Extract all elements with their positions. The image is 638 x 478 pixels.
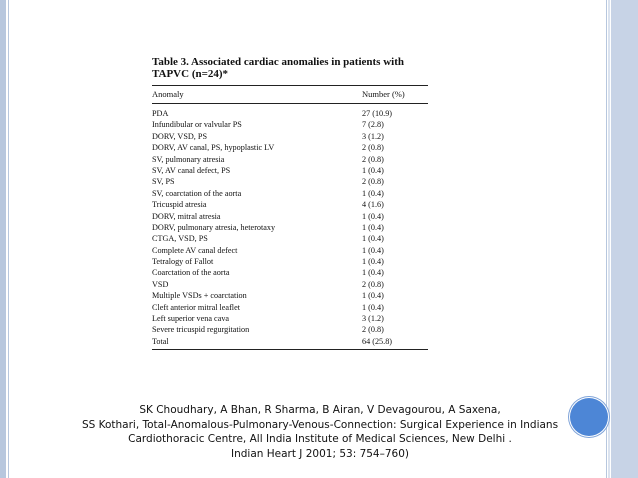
anomaly-cell: DORV, mitral atresia <box>152 211 221 221</box>
number-cell: 1 (0.4) <box>362 222 384 232</box>
number-cell: 1 (0.4) <box>362 245 384 255</box>
number-cell: 4 (1.6) <box>362 200 384 210</box>
table-row <box>152 256 428 267</box>
table-row <box>152 267 428 278</box>
table-body <box>152 108 428 347</box>
table-header <box>152 86 428 103</box>
anomaly-cell: DORV, AV canal, PS, hypoplastic LV <box>152 143 275 153</box>
table-caption <box>152 56 428 80</box>
anomalies-table <box>152 56 428 350</box>
table-row <box>152 290 428 301</box>
caption-line-2: TAPVC (n=24)* <box>152 68 229 80</box>
number-cell: 3 (1.2) <box>362 314 384 324</box>
number-cell: 3 (1.2) <box>362 131 384 141</box>
table-row <box>152 119 428 130</box>
anomaly-cell: CTGA, VSD, PS <box>152 234 208 244</box>
anomaly-cell: Total <box>152 336 169 346</box>
anomaly-cell: DORV, pulmonary atresia, heterotaxy <box>152 222 276 232</box>
anomaly-cell: VSD <box>152 279 169 289</box>
table-row <box>152 233 428 244</box>
citation-line-2: SS Kothari, Total-Anomalous-Pulmonary-Venous-Connection: Surgical Experience in Indians <box>81 418 559 431</box>
table-row <box>152 188 428 199</box>
anomaly-cell: SV, PS <box>152 177 175 187</box>
table-row <box>152 336 428 347</box>
anomaly-cell: Coarctation of the aorta <box>152 268 230 278</box>
anomaly-cell: Severe tricuspid regurgitation <box>152 325 250 335</box>
anomaly-cell: Infundibular or valvular PS <box>152 120 242 130</box>
number-cell: 2 (0.8) <box>362 143 384 153</box>
anomaly-cell: Cleft anterior mitral leaflet <box>152 302 240 312</box>
number-cell: 1 (0.4) <box>362 165 384 175</box>
number-cell: 2 (0.8) <box>362 177 384 187</box>
anomaly-cell: Multiple VSDs + coarctation <box>152 291 247 301</box>
table-row <box>152 302 428 313</box>
table-bottom-rule <box>152 349 428 350</box>
number-cell: 2 (0.8) <box>362 154 384 164</box>
slide-left-rule <box>8 0 9 478</box>
anomaly-cell: Tricuspid atresia <box>152 200 207 210</box>
number-cell: 1 (0.4) <box>362 302 384 312</box>
number-cell: 1 (0.4) <box>362 188 384 198</box>
table-row <box>152 165 428 176</box>
anomaly-cell: PDA <box>152 109 169 118</box>
slide-right-rule <box>606 0 607 478</box>
table-row <box>152 199 428 210</box>
number-cell: 1 (0.4) <box>362 234 384 244</box>
number-cell: 64 (25.8) <box>362 336 393 346</box>
number-cell: 1 (0.4) <box>362 211 384 221</box>
anomaly-cell: SV, coarctation of the aorta <box>152 188 242 198</box>
citation-line-1: SK Choudhary, A Bhan, R Sharma, B Airan, V Devagourou, A Saxena, <box>139 404 501 416</box>
number-cell: 1 (0.4) <box>362 291 384 301</box>
citation-line-4: Indian Heart J 2001; 53: 754–760) <box>230 447 410 460</box>
table-header-rule <box>152 103 428 104</box>
table-row <box>152 211 428 222</box>
table-row <box>152 245 428 256</box>
table-row <box>152 222 428 233</box>
table-row <box>152 176 428 187</box>
citation-line-3: Cardiothoracic Centre, All India Institute of Medical Sciences, New Delhi . <box>128 433 512 445</box>
header-number: Number (%) <box>362 89 405 99</box>
anomaly-cell: SV, AV canal defect, PS <box>152 165 231 175</box>
anomaly-cell: Left superior vena cava <box>152 314 230 324</box>
table-row <box>152 131 428 142</box>
anomaly-cell: SV, pulmonary atresia <box>152 154 225 164</box>
table-row <box>152 142 428 153</box>
table-row <box>152 313 428 324</box>
slide-right-rule-2 <box>608 0 610 478</box>
slide-left-border <box>0 0 6 478</box>
table-row <box>152 108 428 119</box>
number-cell: 7 (2.8) <box>362 120 384 130</box>
citation <box>60 403 580 461</box>
caption-line-1: Table 3. Associated cardiac anomalies in patients with <box>152 56 404 68</box>
anomaly-cell: DORV, VSD, PS <box>152 131 208 141</box>
number-cell: 27 (10.9) <box>362 109 393 118</box>
table-row <box>152 279 428 290</box>
table-row <box>152 154 428 165</box>
header-anomaly: Anomaly <box>152 89 184 99</box>
number-cell: 2 (0.8) <box>362 325 384 335</box>
slide-right-panel <box>611 0 638 478</box>
anomaly-cell: Tetralogy of Fallot <box>152 257 214 267</box>
anomaly-cell: Complete AV canal defect <box>152 245 238 255</box>
number-cell: 1 (0.4) <box>362 268 384 278</box>
number-cell: 1 (0.4) <box>362 257 384 267</box>
table-row <box>152 324 428 335</box>
number-cell: 2 (0.8) <box>362 279 384 289</box>
